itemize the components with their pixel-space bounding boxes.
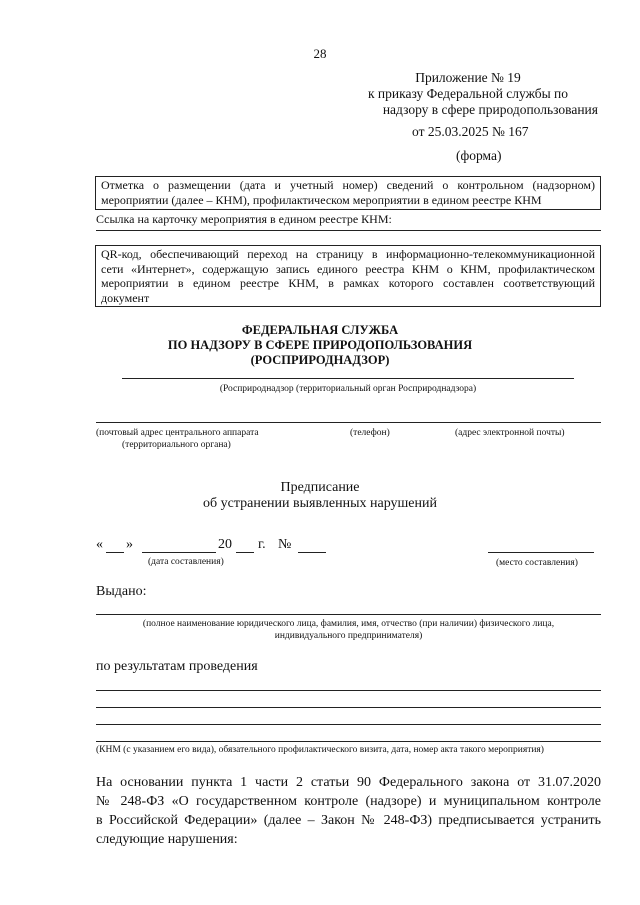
results-fill-line-3 (96, 724, 601, 725)
date-open-quote: « (96, 537, 103, 552)
issued-caption-continued: индивидуального предпринимателя) (274, 631, 423, 641)
place-fill-line (488, 552, 594, 553)
agency-title (0, 323, 640, 368)
results-fill-line-2 (96, 707, 601, 708)
results-caption: (КНМ (с указанием его вида), обязательного профилактического визита, дата, номер акта такого мероприятия) (96, 745, 544, 755)
document-subtitle: об устранении выявленных нарушений (203, 496, 437, 511)
qr-code-line: сети «Интернет», содержащую запись единого реестра КНМ о КНМ, профилактическом (101, 261, 595, 276)
registry-notice-line: мероприятии (далее – КНМ), профилактическом мероприятии в едином реестре КНМ (101, 192, 542, 207)
appendix-number: Приложение № 19 (415, 70, 521, 85)
place-caption: (место составления) (496, 558, 578, 568)
qr-code-line: мероприятии в едином реестре КНМ, в рамках которого составлен соответствующий (101, 276, 595, 290)
card-link-line (96, 230, 601, 231)
year-fill-line (236, 552, 254, 553)
results-fill-line-1 (96, 690, 601, 691)
appendix-header (298, 70, 598, 118)
page-number: 28 (313, 46, 327, 61)
address-caption: (почтовый адрес центрального аппарата (96, 428, 259, 438)
basis-line: На основании пункта 1 части 2 статьи 90 Федерального закона от 31.07.2020 (96, 775, 601, 790)
basis-line: № 248-ФЗ «О государственном контроле (надзоре) и муниципальном контроле (96, 794, 601, 809)
results-label: по результатам проведения (96, 659, 258, 674)
appendix-agency-line: надзору в сфере природопользования (382, 102, 598, 117)
address-caption-continued: (территориального органа) (122, 440, 231, 450)
qr-code-line: документ (101, 290, 150, 305)
card-link-label: Ссылка на карточку мероприятия в едином реестре КНМ: (96, 212, 392, 226)
date-caption: (дата составления) (148, 557, 224, 567)
results-fill-line-4 (96, 741, 601, 742)
basis-line: следующие нарушения: (96, 832, 238, 847)
number-sign: № (278, 537, 292, 552)
agency-fill-line (122, 378, 574, 379)
document-title: Предписание (280, 480, 360, 495)
agency-title-line: ПО НАДЗОРУ В СФЕРЕ ПРИРОДОПОЛЬЗОВАНИЯ (167, 338, 473, 352)
basis-line: в Российской Федерации» (далее – Закон № 248-ФЗ) предписывается устранить (96, 813, 601, 828)
date-close-quote: » (126, 537, 133, 552)
appendix-order-line: к приказу Федеральной службы по (367, 86, 569, 101)
issued-fill-line (96, 614, 601, 615)
form-label: (форма) (456, 148, 502, 163)
phone-caption: (телефон) (350, 428, 390, 438)
contacts-fill-line (96, 422, 601, 423)
agency-caption: (Росприроднадзор (территориальный орган Росприроднадзора) (219, 384, 477, 394)
agency-title-line: ФЕДЕРАЛЬНАЯ СЛУЖБА (241, 323, 399, 337)
order-date-number: от 25.03.2025 № 167 (412, 124, 529, 139)
qr-code-box (95, 245, 601, 307)
agency-title-line: (РОСПРИРОДНАДЗОР) (250, 353, 390, 367)
email-caption: (адрес электронной почты) (455, 428, 565, 438)
basis-paragraph (96, 773, 601, 849)
registry-notice-line: Отметка о размещении (дата и учетный номер) сведений о контрольном (надзорном) (101, 178, 595, 192)
year-suffix: г. (258, 537, 266, 552)
issued-caption: (полное наименование юридического лица, фамилия, имя, отчество (при наличии) физического лица, (142, 619, 555, 629)
qr-code-line: QR-код, обеспечивающий переход на страницу в информационно-телекоммуникационной (101, 247, 595, 261)
year-prefix: 20 (218, 537, 232, 552)
issued-label: Выдано: (96, 584, 147, 599)
day-fill-line (106, 552, 124, 553)
number-fill-line (298, 552, 326, 553)
month-fill-line (142, 552, 216, 553)
registry-notice-box (95, 176, 601, 210)
